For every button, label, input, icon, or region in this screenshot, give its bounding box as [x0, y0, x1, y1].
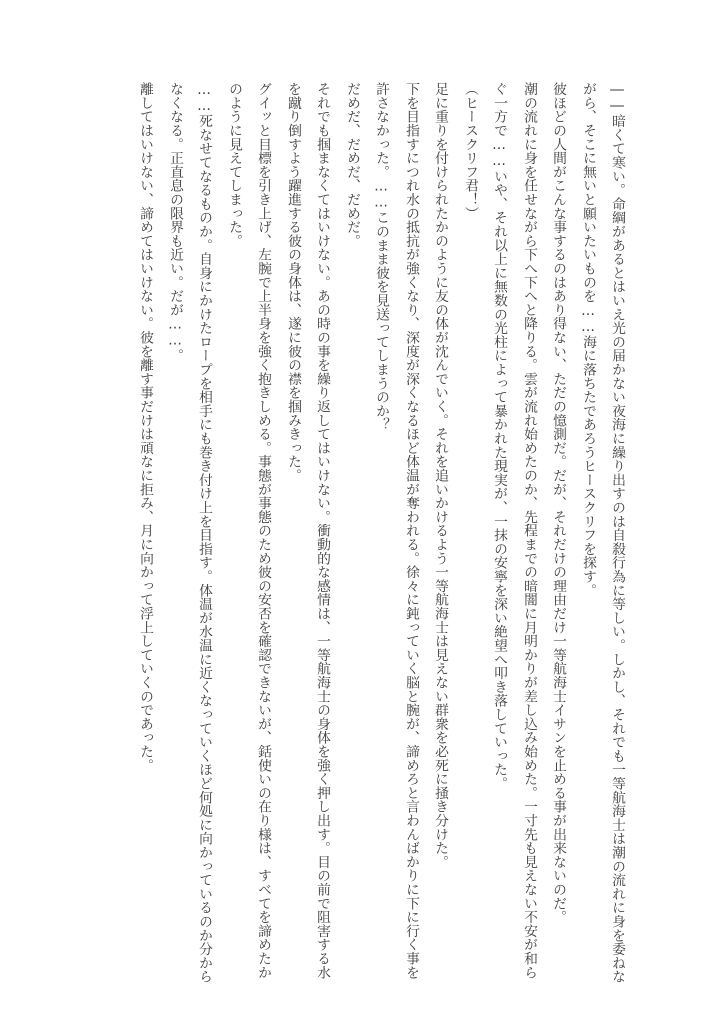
text-column: ぐ一方で……いや、それ以上に無数の光柱によって暴かれた現実が、一抹の安寧を深い絶望へ叩き落していった。: [491, 82, 507, 791]
text-column: 足に重りを付けられたかのように友の体が沈んでいく。それを追いかけるよう一等航海士は見えない群衆を必死に掻き分けた。: [432, 82, 448, 869]
text-column: グイッと目標を引き上げ、左腕で上半身を強く抱きしめる。事態が事態のため彼の安否を確認できないが、銛使いの在り様は、すべてを諦めたか: [255, 82, 271, 979]
text-column: 離してはいけない、諦めてはいけない。彼を離す事だけは頑なに拒み、月に向かって浮上していくのであった。: [137, 82, 153, 772]
text-column: を蹴り倒すよう躍進する彼の身体は、遂に彼の襟を掴みきった。: [285, 82, 301, 483]
text-column: 下を目指すにつれ水の抵抗が強くなり、深度が深くなるほど体温が奪われる。徐々に鈍っていく脳と腕が、諦めろと言わんばかりに下に行く事を: [403, 82, 419, 979]
text-column: なくなる。正直息の限界も近い。だが……。: [167, 82, 183, 363]
text-column: ――暗くて寒い。命綱があるとはいえ光の届かない夜海に繰り出すのは自殺行為に等しい。しかし、それでも一等航海士は潮の流れに身を委ねな: [609, 82, 625, 984]
text-column: 許さなかった。……このまま彼を見送ってしまうのか？: [373, 82, 389, 432]
text-column: だめだ、だめだ、だめだ。: [344, 82, 360, 248]
text-column: 潮の流れに身を任せながら下へ下へと降りる。雲が流れ始めたのか、先程までの暗闇に月明かりが差し込み始めた。一寸先も見えない不安が和ら: [521, 82, 537, 979]
text-column: それでも掴まなくてはいけない。あの時の事を繰り返してはいけない。衝動的な感情は、一等航海士の身体を強く押し出す。目の前で阻害する水: [314, 82, 330, 979]
text-column: ……死なせてなるものか。自身にかけたロープを相手にも巻き付け上を目指す。体温が水温に近くなっていくほど何処に向かっているのか分から: [196, 82, 212, 984]
text-column: のように見えてしまった。: [226, 82, 242, 248]
text-column: 彼ほどの人間がこんな事するのはあり得ない、ただの憶測だ。だが、それだけの理由だけ一等航海士イサンを止める事が出来ないのだ。: [550, 82, 566, 924]
text-column: （ヒースクリフ君！）: [462, 82, 478, 220]
text-column: がら、そこに無いと願いたいものを……海に落ちたであろうヒースクリフを探す。: [580, 82, 596, 597]
